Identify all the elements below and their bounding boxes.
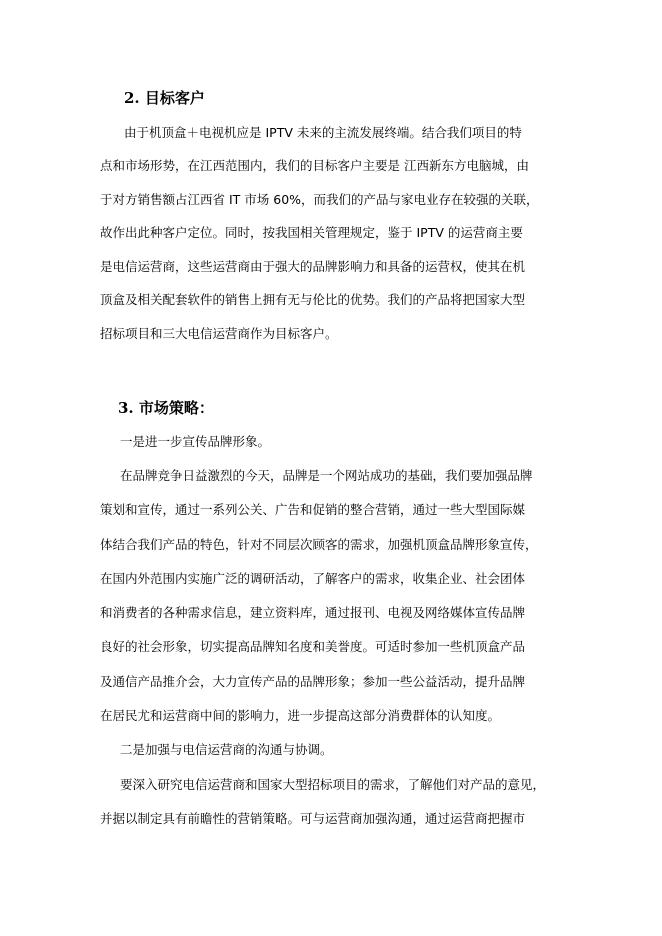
paragraph-line: 要深入研究电信运营商和国家大型招标项目的需求，了解他们对产品的意见， — [120, 777, 546, 792]
paragraph-line: 体结合我们产品的特色，针对不同层次顾客的需求，加强机顶盒品牌形象宣传， — [100, 537, 538, 552]
paragraph-line: 和消费者的各种需求信息，建立资料库，通过报刊、电视及网络媒体宣传品牌 — [100, 605, 526, 620]
paragraph-line: 在品牌竞争日益激烈的今天，品牌是一个网站成功的基础，我们要加强品牌 — [120, 468, 533, 483]
paragraph-line: 招标项目和三大电信运营商作为目标客户。 — [100, 326, 338, 341]
paragraph-line: 是电信运营商，这些运营商由于强大的品牌影响力和具备的运营权，使其在机 — [100, 259, 526, 274]
paragraph-line: 故作出此种客户定位。同时，按我国相关管理规定，鉴于 IPTV 的运营商主要 — [100, 225, 523, 240]
paragraph-line: 并据以制定具有前瞻性的营销策略。可与运营商加强沟通，通过运营商把握市 — [100, 811, 526, 826]
paragraph-subheading: 二是加强与电信运营商的沟通与协调。 — [120, 742, 333, 757]
paragraph-line: 及通信产品推介会，大力宣传产品的品牌形象；参加一些公益活动，提升品牌 — [100, 674, 526, 689]
paragraph-line: 于对方销售额占江西省 IT 市场 60%，而我们的产品与家电业存在较强的关联， — [100, 192, 539, 207]
section-heading-target-customers: 2. 目标客户 — [124, 89, 205, 107]
paragraph-line: 由于机顶盒＋电视机应是 IPTV 未来的主流发展终端。结合我们项目的特 — [124, 125, 522, 140]
paragraph-line: 点和市场形势，在江西范围内，我们的目标客户主要是 江西新东方电脑城，由 — [100, 158, 529, 173]
paragraph-line: 在居民尤和运营商中间的影响力，进一步提高这部分消费群体的认知度。 — [100, 708, 501, 723]
section-heading-market-strategy: 3. 市场策略： — [118, 399, 214, 417]
paragraph-line: 良好的社会形象，切实提高品牌知名度和美誉度。可适时参加一些机顶盒产品 — [100, 639, 526, 654]
paragraph-line: 在国内外范围内实施广泛的调研活动，了解客户的需求，收集企业、社会团体 — [100, 571, 526, 586]
paragraph-line: 顶盒及相关配套软件的销售上拥有无与伦比的优势。我们的产品将把国家大型 — [100, 292, 526, 307]
paragraph-line: 策划和宣传，通过一系列公关、广告和促销的整合营销，通过一些大型国际媒 — [100, 502, 526, 517]
paragraph-subheading: 一是进一步宣传品牌形象。 — [120, 434, 271, 449]
